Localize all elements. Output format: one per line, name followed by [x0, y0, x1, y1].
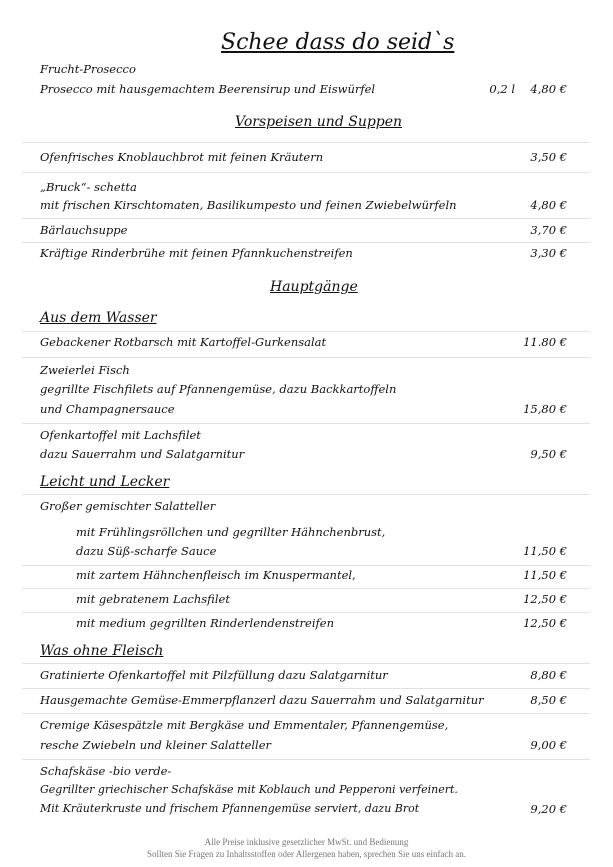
menu-item-name: Hausgemachte Gemüse-Emmerpflanzerl dazu Sauerrahm und Salatgarnitur [40, 693, 484, 707]
separator [22, 588, 590, 589]
menu-item-price: 12,50 € [523, 616, 567, 630]
menu-item-price: 12,50 € [523, 592, 567, 606]
drink-desc: Prosecco mit hausgemachtem Beerensirup und Eiswürfel [40, 82, 376, 96]
menu-item-price: 8,80 € [530, 668, 567, 682]
menu-item-desc: gegrillte Fischfilets auf Pfannengemüse, dazu Backkartoffeln [40, 382, 397, 396]
menu-item-price: 3,70 € [530, 223, 567, 237]
salad-variant-line: mit gebratenem Lachsfilet [76, 592, 230, 606]
menu-item-price: 4,80 € [530, 198, 567, 212]
footer-note: Alle Preise inklusive gesetzlicher MwSt. und Bedienung [204, 837, 409, 847]
fish-heading: Aus dem Wasser [40, 310, 157, 326]
menu-item-price: 9,00 € [530, 738, 567, 752]
separator [22, 688, 590, 689]
menu-item-price: 3,50 € [530, 150, 567, 164]
menu-item-desc: und Champagnersauce [40, 402, 175, 416]
footer-note: Sollten Sie Fragen zu Inhaltsstoffen oder Allergenen haben, sprechen Sie uns einfach an. [146, 849, 467, 859]
drink-volume: 0,2 l [489, 82, 515, 96]
separator [22, 565, 590, 566]
mains-heading: Hauptgänge [270, 279, 358, 295]
menu-item-name: Schafskäse -bio verde- [40, 764, 172, 778]
veg-heading: Was ohne Fleisch [40, 643, 164, 659]
separator [22, 713, 590, 714]
menu-item-name: Ofenkartoffel mit Lachsfilet [40, 428, 201, 442]
menu-item-name: Cremige Käsespätzle mit Bergkäse und Emmentaler, Pfannengemüse, [40, 718, 449, 732]
menu-item-price: 9,50 € [530, 447, 567, 461]
menu-item-name: Zweierlei Fisch [40, 363, 130, 377]
separator [22, 494, 590, 495]
drink-name: Frucht-Prosecco [40, 62, 136, 76]
menu-item-desc: resche Zwiebeln und kleiner Salatteller [40, 738, 272, 752]
salad-variant-line: mit zartem Hähnchenfleisch im Knuspermantel, [76, 568, 356, 582]
menu-item-price: 3,30 € [530, 246, 567, 260]
menu-item-desc: Gegrillter griechischer Schafskäse mit Koblauch und Pepperoni verfeinert. [40, 783, 458, 796]
menu-item-name: Bärlauchsuppe [40, 223, 128, 237]
menu-item-desc: Mit Kräuterkruste und frischem Pfannengemüse serviert, dazu Brot [40, 802, 420, 815]
menu-item-name: „Bruck“- schetta [40, 180, 137, 194]
separator [22, 172, 590, 173]
menu-item-price: 9,20 € [530, 802, 567, 816]
menu-item-name: Gratinierte Ofenkartoffel mit Pilzfüllung dazu Salatgarnitur [40, 668, 388, 682]
separator [22, 759, 590, 760]
salad-variant-line: mit medium gegrillten Rinderlendenstreifen [76, 616, 334, 630]
menu-item-price: 8,50 € [530, 693, 567, 707]
menu-item-name: Gebackener Rotbarsch mit Kartoffel-Gurkensalat [40, 335, 327, 349]
starters-heading: Vorspeisen und Suppen [235, 114, 403, 130]
menu-item-name: Ofenfrisches Knoblauchbrot mit feinen Kräutern [40, 150, 324, 164]
menu-item-price: 15,80 € [523, 402, 567, 416]
separator [22, 423, 590, 424]
page-title: Schee dass do seid`s [221, 30, 455, 55]
separator [22, 242, 590, 243]
menu-item-name: Kräftige Rinderbrühe mit feinen Pfannkuchenstreifen [40, 246, 353, 260]
separator [22, 331, 590, 332]
menu-item-price: 11,50 € [523, 544, 567, 558]
separator [22, 612, 590, 613]
separator [22, 663, 590, 664]
menu-item-desc: mit frischen Kirschtomaten, Basilikumpesto und feinen Zwiebelwürfeln [40, 198, 457, 212]
salad-variant-line: dazu Süß-scharfe Sauce [76, 544, 217, 558]
separator [22, 357, 590, 358]
salad-name: Großer gemischter Salatteller [40, 499, 216, 513]
drink-price: 4,80 € [530, 82, 567, 96]
menu-item-price: 11,50 € [523, 568, 567, 582]
salad-variant-line: mit Frühlingsröllchen und gegrillter Hähnchenbrust, [76, 525, 386, 539]
separator [22, 218, 590, 219]
menu-item-desc: dazu Sauerrahm und Salatgarnitur [40, 447, 245, 461]
light-heading: Leicht und Lecker [40, 474, 170, 490]
separator [22, 142, 590, 143]
menu-item-price: 11.80 € [523, 335, 567, 349]
